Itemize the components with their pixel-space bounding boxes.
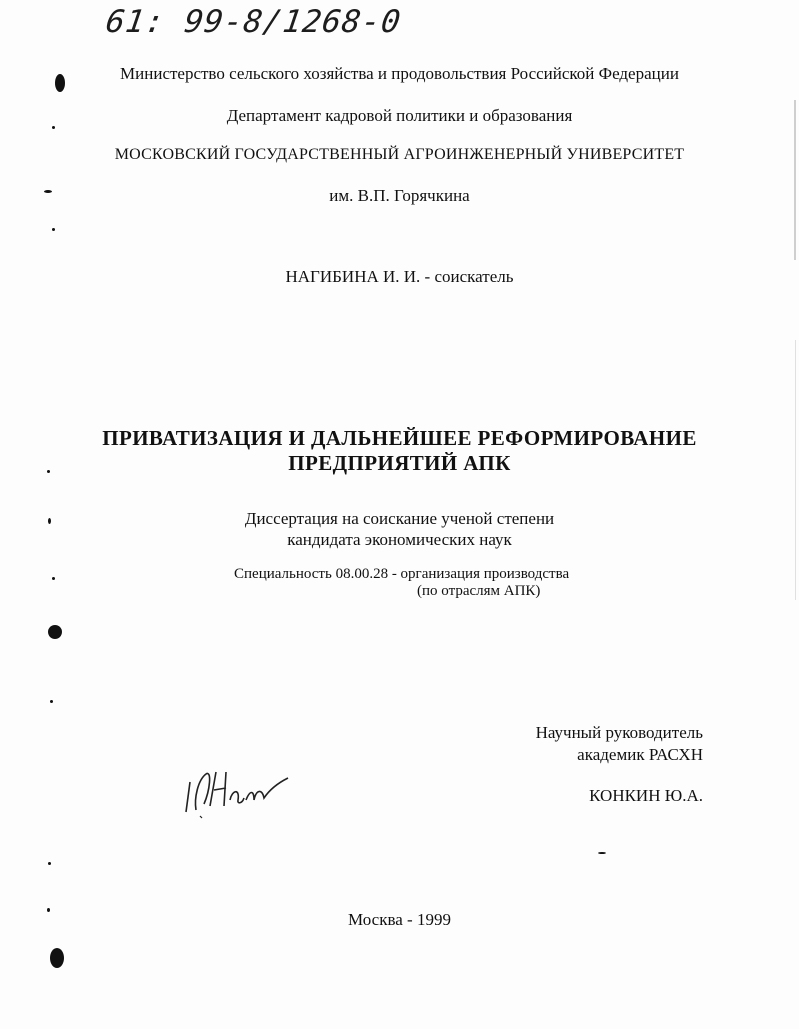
scan-speck: [52, 228, 55, 231]
handwritten-catalog-number: 61: 99-8/1268-0: [103, 4, 404, 40]
scan-speck: [48, 625, 62, 639]
supervisor-name: КОНКИН Ю.А.: [589, 786, 703, 805]
department-name: Департамент кадровой политики и образования: [226, 106, 573, 125]
scan-speck: [52, 577, 55, 580]
supervisor-title: академик РАСХН: [577, 745, 703, 764]
specialty-line1: Специальность 08.00.28 - организация производства: [234, 566, 570, 582]
ministry-name: Министерство сельского хозяйства и продовольствия Российской Федерации: [120, 64, 679, 83]
scan-speck: [47, 908, 50, 912]
specialty-line2: (по отраслям АПК): [417, 583, 541, 599]
scan-edge-shadow: [795, 340, 796, 600]
degree-line1: Диссертация на соискание ученой степени: [244, 509, 555, 528]
scan-speck: [52, 126, 55, 129]
dissertation-title-line1: ПРИВАТИЗАЦИЯ И ДАЛЬНЕЙШЕЕ РЕФОРМИРОВАНИЕ: [102, 426, 697, 450]
scan-speck: [598, 852, 606, 854]
scan-speck: [55, 74, 65, 92]
university-named-after: им. В.П. Горячкина: [329, 186, 470, 205]
scan-speck: [44, 190, 52, 193]
author-line: НАГИБИНА И. И. - соискатель: [285, 267, 514, 286]
scan-speck: [47, 470, 50, 473]
scan-speck: [48, 862, 51, 865]
city-year: Москва - 1999: [348, 910, 451, 929]
scan-edge-shadow: [794, 100, 796, 260]
supervisor-role: Научный руководитель: [535, 723, 703, 742]
university-name: МОСКОВСКИЙ ГОСУДАРСТВЕННЫЙ АГРОИНЖЕНЕРНЫЙ УНИВЕРСИТЕТ: [114, 146, 685, 163]
dissertation-title-line2: ПРЕДПРИЯТИЙ АПК: [288, 451, 511, 475]
scan-speck: [48, 518, 51, 524]
scan-speck: [50, 700, 53, 703]
scan-speck: [50, 948, 64, 968]
degree-line2: кандидата экономических наук: [287, 530, 512, 549]
handwritten-signature: [180, 760, 300, 820]
